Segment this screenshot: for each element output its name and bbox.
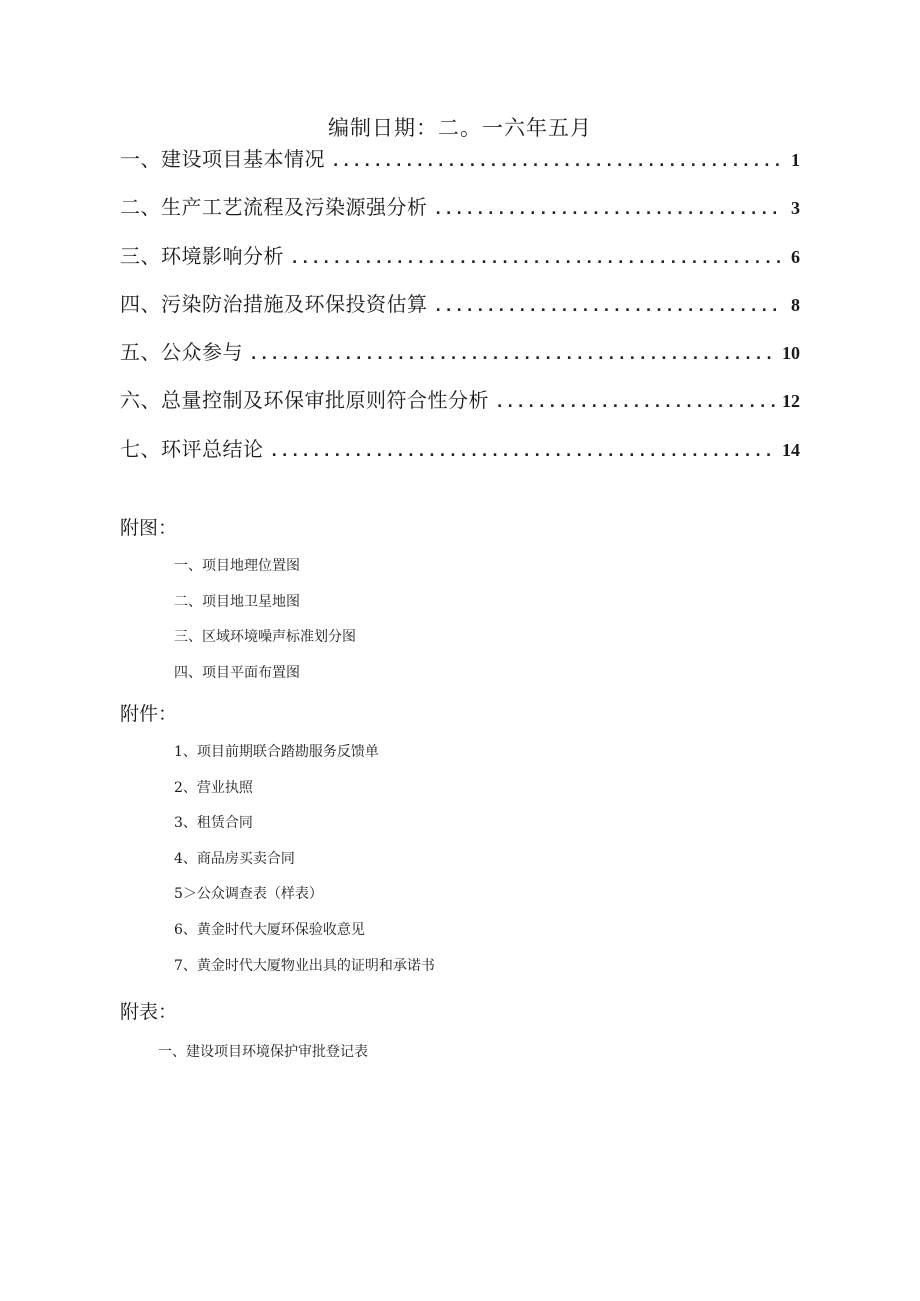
figure-item: 二、项目地卫星地图 (174, 593, 300, 610)
figures-list (174, 556, 356, 698)
toc-entry-page: 1 (791, 150, 800, 170)
tables-list (158, 1042, 368, 1076)
toc-entry[interactable] (120, 144, 800, 192)
toc-entry[interactable] (120, 192, 800, 240)
attachments-heading: 附件： (120, 703, 178, 725)
toc-entry-page: 8 (791, 294, 800, 315)
toc-entry[interactable] (120, 289, 800, 337)
toc-entry-page: 12 (782, 391, 800, 412)
table-item: 一、建设项目环境保护审批登记表 (158, 1044, 368, 1060)
attachment-item: 7、黄金时代大厦物业出具的证明和承诺书 (174, 957, 435, 974)
attachment-item: 1、项目前期联合踏勘服务反馈单 (174, 744, 379, 760)
toc-dot-leader (251, 340, 776, 370)
attachments-list (174, 742, 435, 991)
toc-entry-title: 五、公众参与 (120, 340, 243, 365)
toc-dot-leader (497, 388, 776, 418)
toc-entry-page: 10 (782, 343, 800, 364)
toc-entry-title: 六、总量控制及环保审批原则符合性分析 (120, 388, 489, 413)
toc-dot-leader (436, 292, 783, 322)
figure-item: 一、项目地理位置图 (174, 558, 300, 574)
toc-entry-title: 二、生产工艺流程及污染源强分析 (120, 195, 428, 220)
attachment-item: 3、租赁合同 (174, 815, 253, 832)
attachment-item: 2、营业执照 (174, 779, 253, 796)
toc-entry[interactable] (120, 434, 800, 482)
toc-dot-leader (333, 147, 782, 177)
toc-entry-page: 6 (791, 246, 800, 267)
compilation-date: 编制日期：二。一六年五月 (328, 116, 592, 140)
toc-dot-leader (272, 437, 777, 467)
table-of-contents (120, 144, 800, 482)
figures-heading: 附图： (120, 517, 178, 539)
figure-item: 三、区域环境噪声标准划分图 (174, 629, 356, 645)
toc-entry-title: 四、污染防治措施及环保投资估算 (120, 291, 428, 316)
tables-heading: 附表： (120, 1001, 178, 1023)
toc-dot-leader (436, 195, 783, 225)
attachment-item: 6、黄金时代大厦环保验收意见 (174, 921, 365, 938)
toc-entry-page: 14 (782, 439, 800, 460)
figure-item: 四、项目平面布置图 (174, 664, 300, 681)
attachment-item: 5＞公众调查表（样表） (174, 886, 323, 903)
toc-entry[interactable] (120, 241, 800, 289)
toc-entry[interactable] (120, 337, 800, 385)
attachment-item: 4、商品房买卖合同 (174, 850, 295, 867)
toc-entry-title: 一、建设项目基本情况 (120, 147, 325, 171)
toc-dot-leader (292, 244, 782, 274)
toc-entry-title: 三、环境影响分析 (120, 243, 284, 268)
toc-entry-page: 3 (791, 198, 800, 219)
toc-entry[interactable] (120, 385, 800, 433)
toc-entry-title: 七、环评总结论 (120, 436, 264, 461)
